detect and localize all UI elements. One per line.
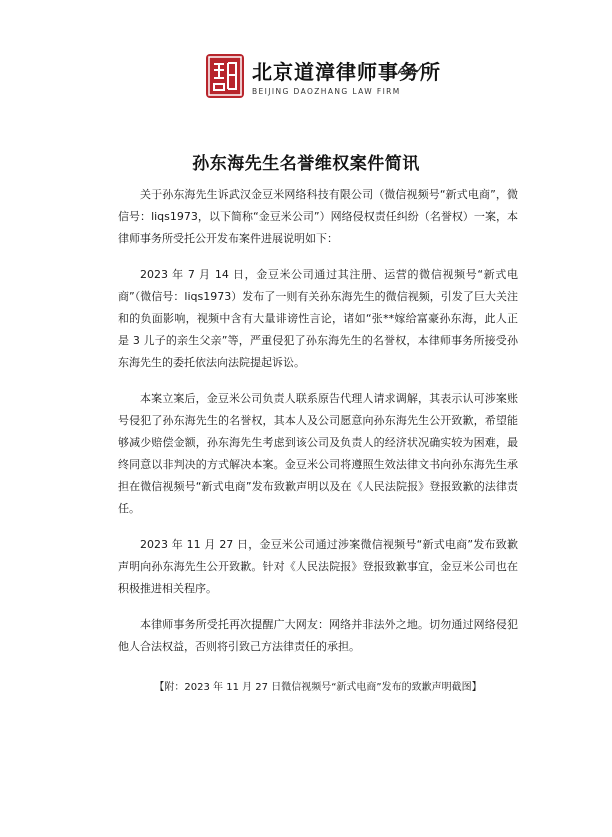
document-title: 孙东海先生名誉维权案件简讯 [192,154,420,174]
firm-logo-seal [206,54,244,98]
paragraph-settlement: 本案立案后，金豆米公司负责人联系原告代理人请求调解，其表示认可涉案账号侵犯了孙东海先生的名誉权，其本人及公司愿意向孙东海先生公开致歉，希望能够减少赔偿金额，孙东海先生考虑到该公司及负责人的经济状况确实较为困难，最终同意以非判决的方式解决本案。金豆米公司将遵照生效法律文书向孙东海先生承担在微信视频号“新式电商”发布致歉声明以及在《人民法院报》登报致歉的法律责任。 [118,392,518,515]
signature-mark [396,60,426,80]
letterhead [206,52,441,104]
paragraph-apology: 2023 年 11 月 27 日，金豆米公司通过涉案微信视频号“新式电商”发布致歉声明向孙东海先生公开致歉。针对《人民法院报》登报致歉事宜，金豆米公司也在积极推进相关程序。 [118,538,518,595]
paragraph-incident: 2023 年 7 月 14 日，金豆米公司通过其注册、运营的微信视频号“新式电商”（微信号：liqs1973）发布了一则有关孙东海先生的微信视频，引发了巨大关注和的负面影响，视频中含有大量诽谤性言论，诸如“张**嫁给富豪孙东海，此人正是 3 儿子的亲生父亲”等，严重侵犯了孙东海先生的名誉权，本律师事务所接受孙东海先生的委托依法向法院提起诉讼。 [118,268,518,369]
firm-name-chinese: 北京道漳律师事务所 [252,60,441,84]
paragraph-reminder: 本律师事务所受托再次提醒广大网友：网络并非法外之地。切勿通过网络侵犯他人合法权益，否则将引致己方法律责任的承担。 [118,618,518,653]
paragraph-intro: 关于孙东海先生诉武汉金豆米网络科技有限公司（微信视频号“新式电商”，微信号：liqs1973，以下简称“金豆米公司”）网络侵权责任纠纷（名誉权）一案，本律师事务所受托公开发布案件进展说明如下： [118,188,518,245]
appendix-note: 【附：2023 年 11 月 27 日微信视频号“新式电商”发布的致歉声明截图】 [154,682,482,693]
document-body [118,184,518,698]
firm-name-english: BEIJING DAOZHANG LAW FIRM [252,87,401,96]
